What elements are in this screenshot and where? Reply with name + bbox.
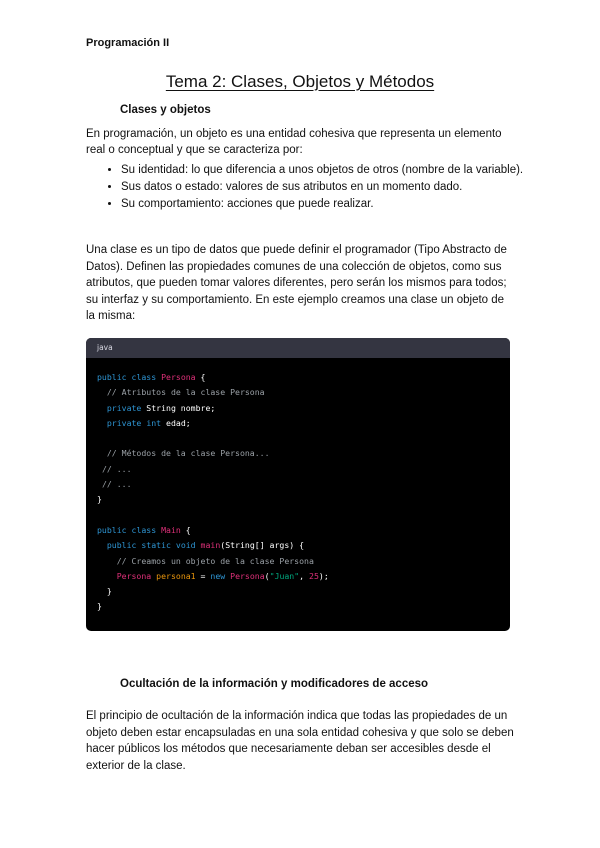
code-line: // Métodos de la clase Persona... (106, 448, 270, 459)
list-item: • Sus datos o estado: valores de sus atributos en un momento dado. (121, 179, 541, 195)
code-line: } (97, 494, 102, 505)
code-line: public class Main { (97, 524, 191, 535)
list-item: • Su identidad: lo que diferencia a unos objetos de otros (nombre de la variable). (121, 162, 541, 178)
code-line: public class Persona { (97, 372, 206, 382)
class-paragraph: Una clase es un tipo de datos que puede definir el programador (Tipo Abstracto de Datos). Definen las propiedades comunes de una colección de objetos, como sus atributos, que pueden tomar valores diferentes, pero serán los mismos para todos; su interfaz y su comportamiento. En este ejemplo creamos una clase un objeto de la misma: (86, 244, 507, 322)
code-line: private int edad; (106, 417, 191, 428)
section-heading-classes: Clases y objetos (120, 104, 211, 116)
list-item: • Su comportamiento: acciones que puede realizar. (121, 196, 541, 212)
code-line: // Creamos un objeto de la clase Persona (116, 555, 314, 566)
code-line (97, 508, 499, 523)
document-title: Tema 2: Clases, Objetos y Métodos (165, 72, 435, 91)
code-line: } (97, 586, 112, 597)
encapsulation-paragraph: El principio de ocultación de la información indica que todas las propiedades de un objeto deben estar encapsuladas en una sola entidad cohesiva y que solo se deben hacer públicos los métodos que necesariamente deban ser accesibles desde el exterior de la clase. (86, 710, 514, 772)
code-line: // Atributos de la clase Persona (106, 387, 265, 398)
code-line (97, 431, 499, 446)
code-line: private String nombre; (106, 402, 216, 413)
code-language-label: java (86, 338, 510, 358)
code-content (86, 358, 510, 615)
code-line: Persona persona1 = new Persona("Juan", 25); (116, 570, 329, 581)
page-header: Programación II (86, 37, 170, 49)
characteristics-list (86, 162, 541, 213)
intro-paragraph: En programación, un objeto es una entidad cohesiva que representa un elemento real o conceptual y que se caracteriza por: (86, 128, 502, 156)
section-heading-encapsulation: Ocultación de la información y modificadores de acceso (120, 678, 429, 690)
code-block (86, 338, 510, 631)
code-line: // ... (101, 479, 132, 490)
code-line: // ... (101, 463, 132, 474)
code-line: } (97, 601, 102, 612)
code-line: public static void main(String[] args) { (106, 540, 305, 551)
